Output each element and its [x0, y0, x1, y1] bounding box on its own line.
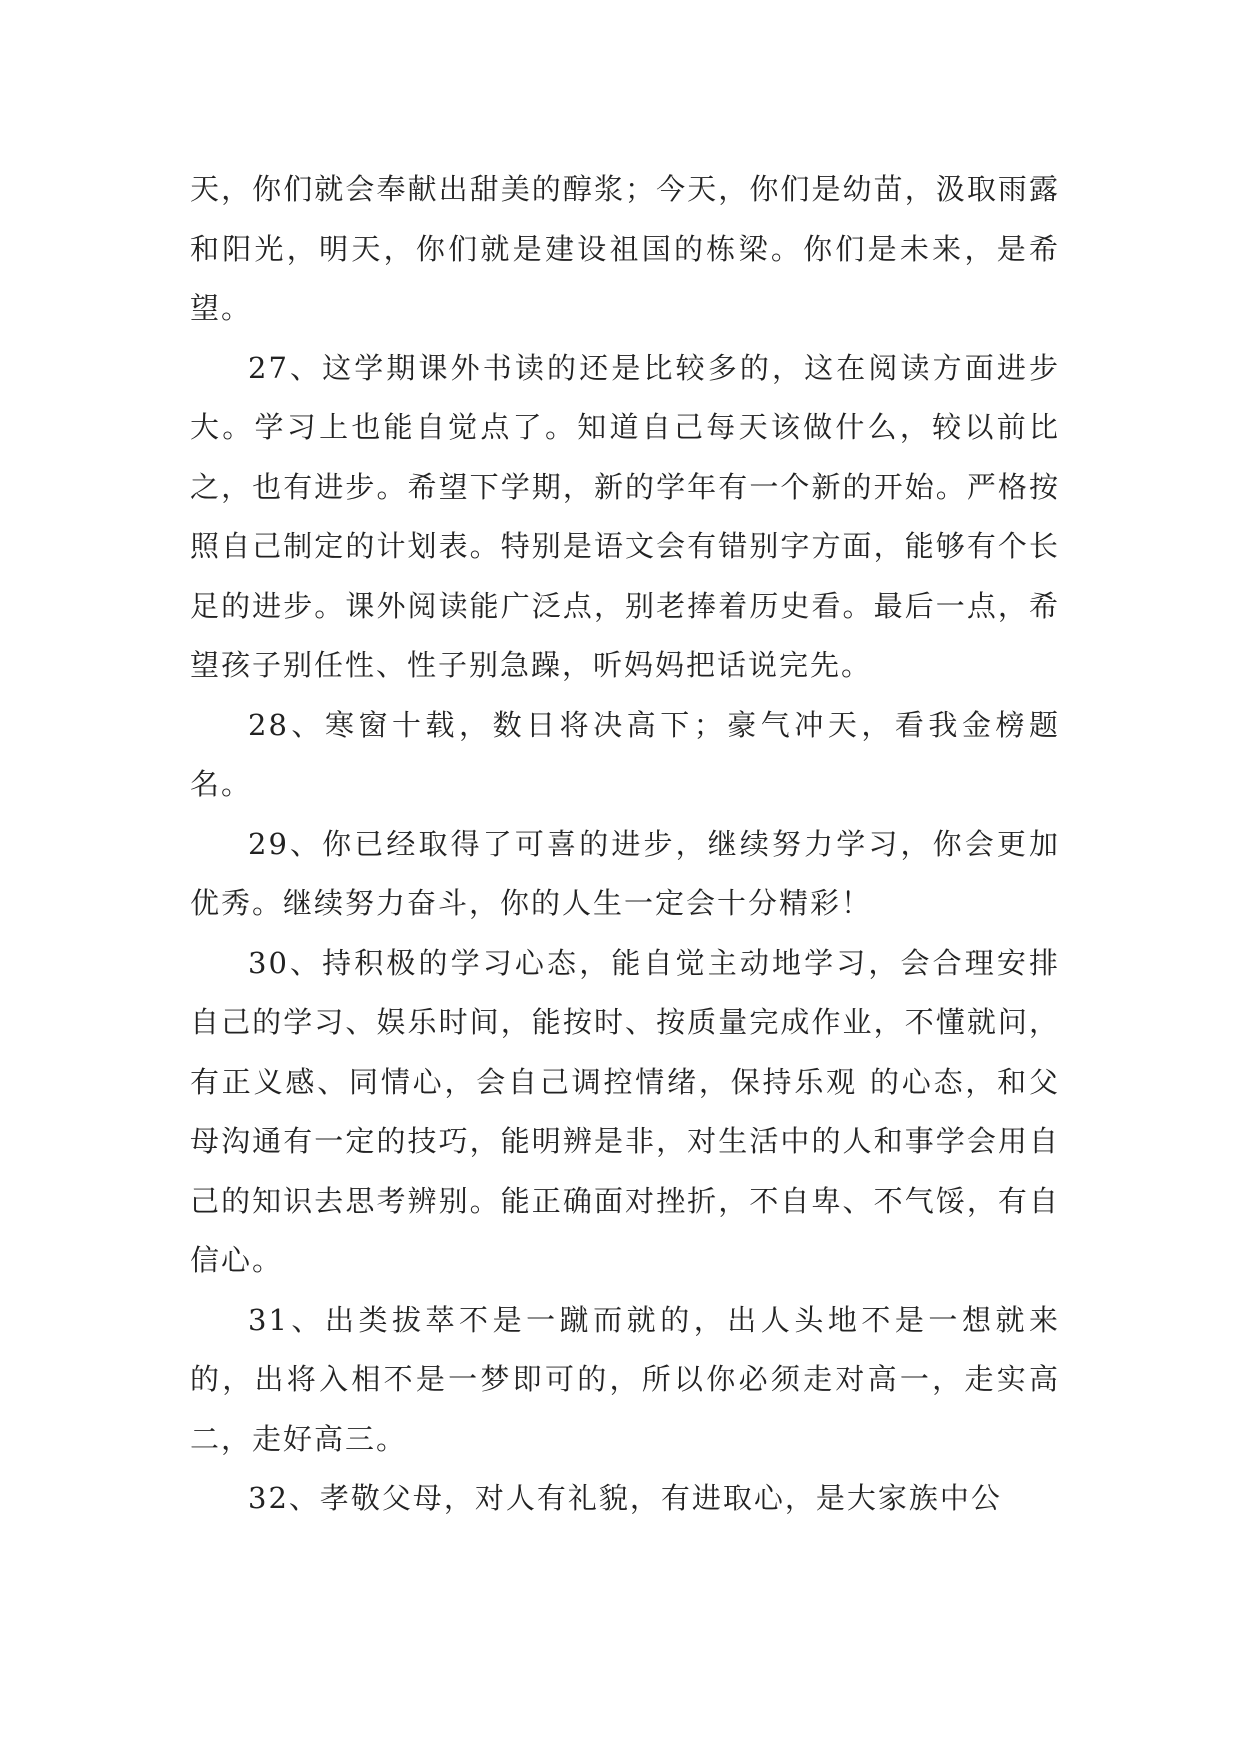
paragraph-27: 27、这学期课外书读的还是比较多的，这在阅读方面进步大。学习上也能自觉点了。知道自己每天该做什么，较以前比之，也有进步。希望下学期，新的学年有一个新的开始。严格按照自己制定的计划表。特别是语文会有错别字方面，能够有个长足的进步。课外阅读能广泛点，别老捧着历史看。最后一点，希望孩子别任性、性子别急躁，听妈妈把话说完先。 [190, 350, 1060, 682]
paragraph-continued: 天，你们就会奉献出甜美的醇浆；今天，你们是幼苗，汲取雨露和阳光，明天，你们就是建设祖国的栋梁。你们是未来，是希 望。 [190, 172, 1060, 325]
body-text [190, 160, 1060, 1529]
paragraph-30: 30、持积极的学习心态，能自觉主动地学习，会合理安排自己的学习、娱乐时间，能按时、按质量完成作业，不懂就问，有正义感、同情心，会自己调控情绪，保持乐观 的心态，和父母沟通有一定的技巧，能明辨是非，对生活中的人和事学会用自己的知识去思考辨别。能正确面对挫折，不自卑、不气馁，有自信心。 [190, 945, 1060, 1277]
paragraph-32: 32、孝敬父母，对人有礼貌，有进取心，是大家族中公 [248, 1481, 1002, 1515]
paragraph-29: 29、你已经取得了可喜的进步，继续努力学习，你会更加优秀。继续努力奋斗，你的人生一定会十分精彩！ [190, 826, 1060, 920]
paragraph-28: 28、寒窗十载，数日将决高下；豪气冲天，看我金榜题名。 [190, 707, 1060, 801]
paragraph-31: 31、出类拔萃不是一蹴而就的，出人头地不是一想就来的，出将入相不是一梦即可的，所以你必须走对高一，走实高二，走好高三。 [190, 1302, 1060, 1456]
